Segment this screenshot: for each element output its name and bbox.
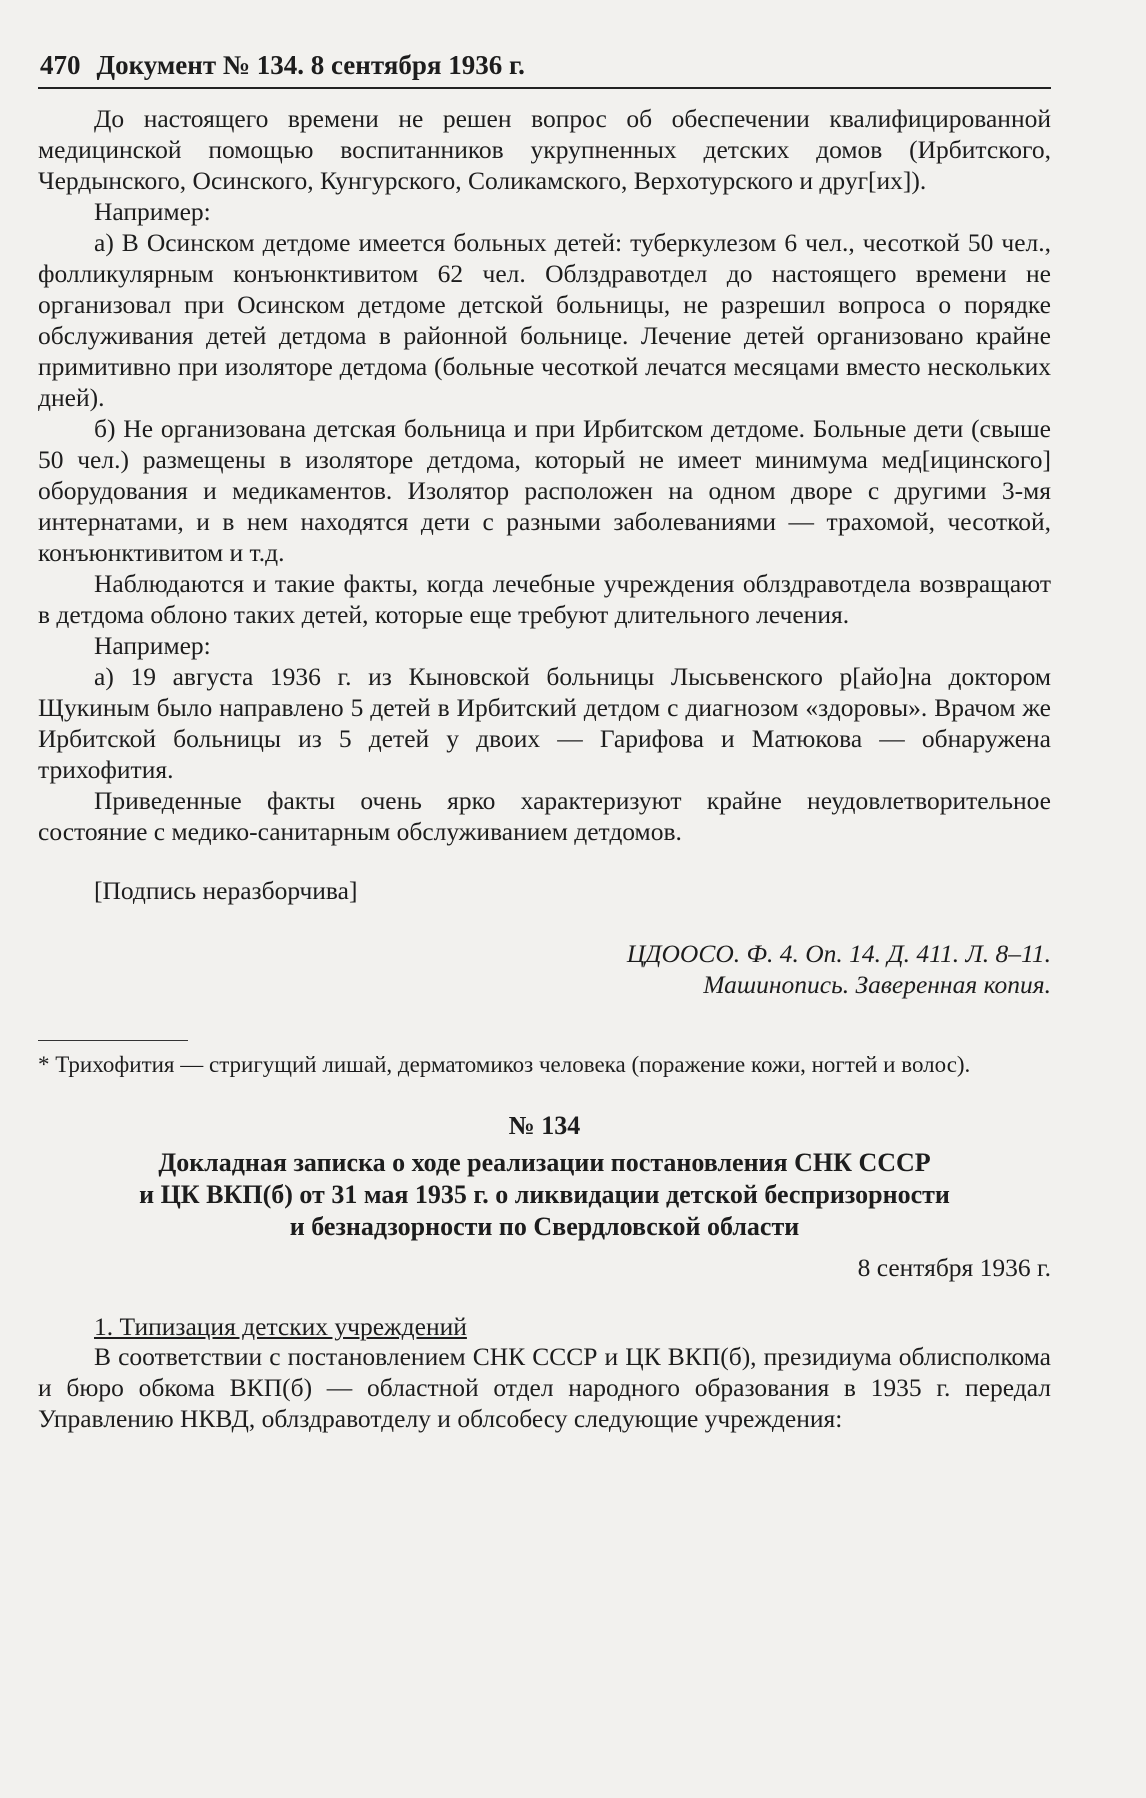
paragraph: До настоящего времени не решен вопрос об обеспечении квалифицированной медицинской помощью воспитанников укрупненных детских домов (Ирбитского, Чердынского, Осинского, Кунгурского, Соликамского, Верхотурского и друг[их]).: [38, 104, 1051, 195]
paragraph: Наблюдаются и такие факты, когда лечебные учреждения облздравотдела возвращают в детдома облоно таких детей, которые еще требуют длительного лечения.: [38, 569, 1051, 629]
paragraph: а) 19 августа 1936 г. из Кыновской больницы Лысьвенского р[айо]на доктором Щукиным было направлено 5 детей в Ирбитский детдом с диагнозом «здоровы». Врачом же Ирбитской больницы из 5 детей у двоих — Гарифова и Матюкова — обнаружена трихофития.: [38, 662, 1051, 784]
page-number: 470: [40, 50, 81, 80]
footnote-divider: [38, 1040, 188, 1041]
paragraph: б) Не организована детская больница и при Ирбитском детдоме. Больные дети (свыше 50 чел.) размещены в изоляторе детдома, который не имеет минимума мед[ицинского] оборудования и медикаментов. Изолятор расположен на одном дворе с другими 3-мя интернатами, и в нем находятся дети с разными заболеваниями — трахомой, чесоткой, конъюнктивитом и т.д.: [38, 414, 1051, 567]
source-line-2: Машинопись. Заверенная копия.: [703, 970, 1051, 999]
paragraph: Например:: [94, 631, 211, 660]
document-title: [38, 1147, 1051, 1243]
section-heading-text: 1. Типизация детских учреждений: [94, 1312, 467, 1341]
paragraph: а) В Осинском детдоме имеется больных детей: туберкулезом 6 чел., чесоткой 50 чел., фолликулярным конъюнктивитом 62 чел. Облздравотдел до настоящего времени не организовал при Осинском детдоме детской больницы, не разрешил вопроса о порядке обслуживания детей детдома в районной больнице. Лечение детей организовано крайне примитивно при изоляторе детдома (больные чесоткой лечатся месяцами вместо нескольких дней).: [38, 228, 1051, 412]
section-heading: [38, 1313, 1051, 1341]
body-text: [38, 103, 1051, 847]
title-line-2: и ЦК ВКП(б) от 31 мая 1935 г. о ликвидации детской беспризорности: [139, 1180, 950, 1209]
running-header: [38, 50, 1051, 89]
paragraph: Например:: [94, 197, 211, 226]
title-line-1: Докладная записка о ходе реализации постановления СНК СССР: [158, 1148, 931, 1177]
paragraph: Приведенные факты очень ярко характеризуют крайне неудовлетворительное состояние с медико-санитарным обслуживанием детдомов.: [38, 786, 1051, 846]
title-line-3: и безнадзорности по Свердловской области: [289, 1212, 800, 1241]
footnote: * Трихофития — стригущий лишай, дерматомикоз человека (поражение кожи, ногтей и волос).: [38, 1052, 971, 1077]
section-paragraph: В соответствии с постановлением СНК СССР и ЦК ВКП(б), президиума облисполкома и бюро обкома ВКП(б) — областной отдел народного образования в 1935 г. передал Управлению НКВД, облздравотделу и облсобесу следующие учреждения:: [38, 1342, 1051, 1433]
header-title: Документ № 134. 8 сентября 1936 г.: [96, 50, 525, 80]
document-date: 8 сентября 1936 г.: [857, 1253, 1051, 1282]
archive-source: [38, 938, 1051, 1000]
source-line-1: ЦДООСО. Ф. 4. Оп. 14. Д. 411. Л. 8–11.: [626, 939, 1051, 968]
signature: [Подпись неразборчива]: [94, 876, 358, 905]
document-number: № 134: [508, 1111, 581, 1140]
